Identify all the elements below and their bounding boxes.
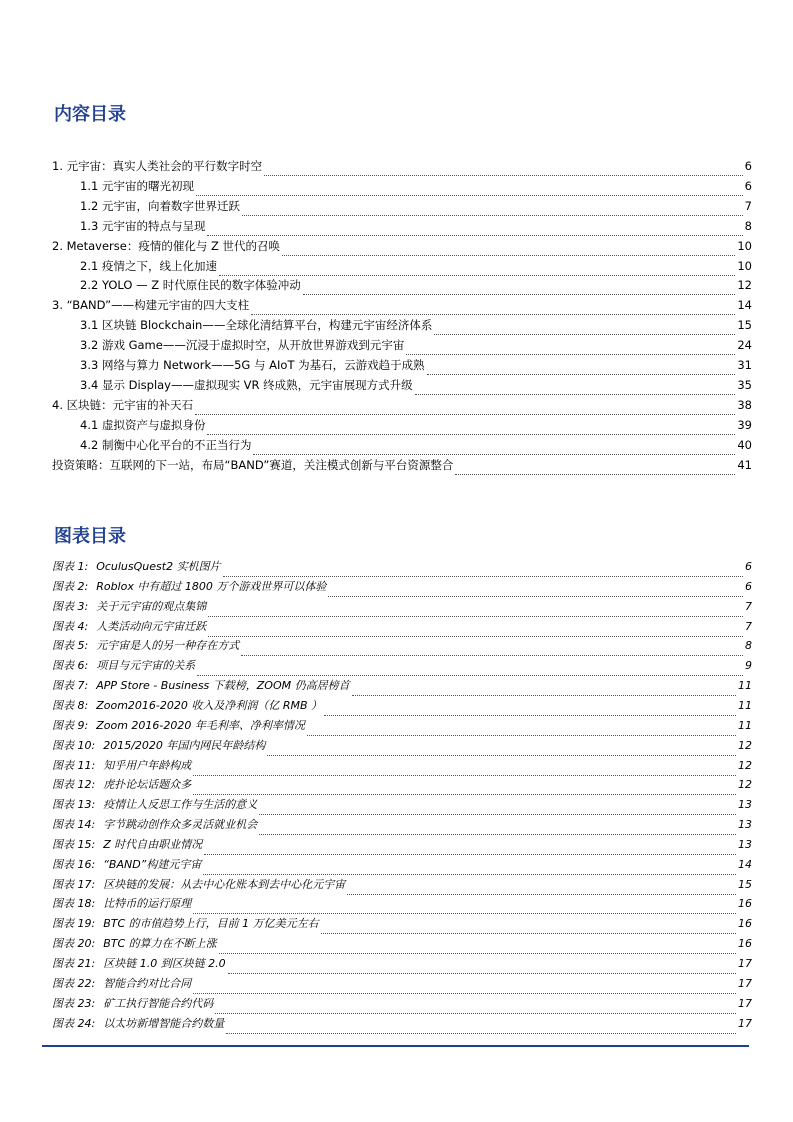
toc-entry[interactable] bbox=[52, 156, 752, 176]
dot-leader bbox=[328, 583, 743, 597]
figure-entry-page: 11 bbox=[738, 718, 752, 732]
figure-list-heading: 图表目录 bbox=[54, 526, 126, 547]
toc-entry-title: 3.2 游戏 Game——沉浸于虚拟时空，从开放世界游戏到元宇宙 bbox=[80, 338, 405, 353]
toc-entry-title: 4. 区块链：元宇宙的补天石 bbox=[52, 397, 194, 412]
figure-title: 2015/2020 年国内网民年龄结构 bbox=[103, 738, 266, 752]
figure-entry[interactable] bbox=[52, 875, 752, 895]
figure-entry-page: 14 bbox=[738, 857, 752, 871]
figure-label: 图表 9: bbox=[52, 718, 89, 732]
dot-leader bbox=[226, 1020, 736, 1034]
toc-entry[interactable] bbox=[80, 415, 752, 435]
toc-entry-title: 3. “BAND”——构建元宇宙的四大支柱 bbox=[52, 298, 250, 313]
toc-entry[interactable] bbox=[80, 256, 752, 276]
figure-title: 区块链的发展：从去中心化账本到去中心化元宇宙 bbox=[103, 877, 346, 891]
figure-entry-text bbox=[52, 1014, 224, 1034]
toc-entry[interactable] bbox=[52, 295, 752, 315]
figure-entry[interactable] bbox=[52, 795, 752, 815]
figure-entry-text bbox=[52, 736, 265, 756]
dot-leader bbox=[427, 361, 736, 375]
figure-title: BTC 的市值趋势上行，目前 1 万亿美元左右 bbox=[103, 917, 319, 931]
toc-entry[interactable] bbox=[80, 275, 752, 295]
figure-entry-text bbox=[52, 994, 213, 1014]
figure-title: 字节跳动创作众多灵活就业机会 bbox=[103, 818, 258, 832]
figure-entry[interactable] bbox=[52, 835, 752, 855]
toc-entry[interactable] bbox=[80, 435, 752, 455]
toc-entry[interactable] bbox=[80, 216, 752, 236]
dot-leader bbox=[208, 603, 743, 617]
toc-entry-title: 投资策略：互联网的下一站，布局“BAND”赛道，关注模式创新与平台资源整合 bbox=[52, 457, 454, 472]
toc-entry-title: 1. 元宇宙：真实人类社会的平行数字时空 bbox=[52, 159, 263, 173]
dot-leader bbox=[193, 781, 736, 795]
dot-leader bbox=[195, 401, 735, 415]
figure-entry-text bbox=[52, 597, 206, 617]
dot-leader bbox=[406, 341, 735, 355]
toc-entry-page: 10 bbox=[737, 238, 752, 253]
figure-entry[interactable] bbox=[52, 756, 752, 776]
dot-leader bbox=[242, 202, 743, 216]
figure-label: 图表 15: bbox=[52, 837, 96, 851]
figure-entry[interactable] bbox=[52, 696, 752, 716]
figure-label: 图表 20: bbox=[52, 937, 96, 951]
figure-title: 元宇宙是人的另一种存在方式 bbox=[96, 639, 240, 653]
figure-entry[interactable] bbox=[52, 894, 752, 914]
figure-entry-text bbox=[52, 636, 239, 656]
figure-label: 图表 24: bbox=[52, 1016, 96, 1030]
figure-title: BTC 的算力在不断上涨 bbox=[103, 937, 217, 951]
figure-entry-page: 12 bbox=[738, 778, 752, 792]
figure-label: 图表 16: bbox=[52, 857, 96, 871]
figure-title: 人类活动向元宇宙迁跃 bbox=[96, 619, 207, 633]
figure-entry-page: 17 bbox=[738, 976, 752, 990]
figure-entry[interactable] bbox=[52, 994, 752, 1014]
figure-label: 图表 21: bbox=[52, 957, 96, 970]
figure-entry-text bbox=[52, 617, 206, 637]
toc-entry-page: 38 bbox=[737, 397, 752, 412]
dot-leader bbox=[223, 563, 743, 577]
figure-entry-page: 17 bbox=[738, 1016, 752, 1030]
toc-entry-title: 3.1 区块链 Blockchain——全球化清结算平台，构建元宇宙经济体系 bbox=[80, 318, 433, 333]
figure-entry-page: 15 bbox=[738, 877, 752, 891]
figure-entry-page: 16 bbox=[738, 897, 752, 911]
figure-entry-text bbox=[52, 577, 326, 597]
dot-leader bbox=[196, 182, 743, 196]
toc-entry[interactable] bbox=[80, 315, 752, 335]
figure-entry[interactable] bbox=[52, 974, 752, 994]
dot-leader bbox=[264, 162, 743, 176]
figure-entry[interactable] bbox=[52, 617, 752, 637]
figure-title: 项目与元宇宙的关系 bbox=[96, 659, 196, 673]
figure-entry-text bbox=[52, 676, 350, 696]
dot-leader bbox=[324, 702, 736, 716]
figure-label: 图表 19: bbox=[52, 917, 96, 931]
toc-entry-page: 12 bbox=[737, 278, 752, 293]
dot-leader bbox=[352, 682, 736, 696]
toc-entry-page: 24 bbox=[737, 338, 752, 353]
bottom-divider bbox=[42, 1045, 749, 1047]
dot-leader bbox=[282, 242, 735, 256]
figure-entry[interactable] bbox=[52, 855, 752, 875]
figure-title: 疫情让人反思工作与生活的意义 bbox=[103, 798, 258, 812]
figure-entry-text bbox=[52, 656, 195, 676]
dot-leader bbox=[267, 742, 736, 756]
dot-leader bbox=[415, 381, 736, 395]
dot-leader bbox=[228, 960, 736, 974]
figure-entry[interactable] bbox=[52, 934, 752, 954]
toc-entry[interactable] bbox=[80, 196, 752, 216]
figure-label: 图表 13: bbox=[52, 798, 96, 812]
toc-entry-title: 1.3 元宇宙的特点与呈现 bbox=[80, 218, 206, 233]
dot-leader bbox=[197, 662, 743, 676]
figure-title: 以太坊新增智能合约数量 bbox=[103, 1016, 225, 1030]
toc-heading: 内容目录 bbox=[54, 104, 126, 125]
figure-entry-text bbox=[52, 894, 191, 914]
figure-entry-page: 8 bbox=[745, 639, 752, 653]
toc-entry-page: 8 bbox=[744, 218, 752, 233]
toc-entry[interactable] bbox=[80, 335, 752, 355]
dot-leader bbox=[193, 980, 736, 994]
dot-leader bbox=[253, 441, 735, 455]
toc-entry-title: 4.2 制衡中心化平台的不正当行为 bbox=[80, 437, 252, 452]
figure-title: 矿工执行智能合约代码 bbox=[103, 996, 214, 1010]
figure-label: 图表 8: bbox=[52, 698, 89, 712]
toc-entry-title: 2.2 YOLO — Z 时代原住民的数字体验冲动 bbox=[80, 278, 301, 293]
toc-entry[interactable] bbox=[52, 395, 752, 415]
figure-title: Zoom 2016-2020 年毛利率、净利率情况 bbox=[96, 718, 305, 732]
figure-entry-text bbox=[52, 875, 345, 895]
figure-entry[interactable] bbox=[52, 815, 752, 835]
figure-label: 图表 11: bbox=[52, 758, 96, 772]
figure-title: 虎扑论坛话题众多 bbox=[103, 778, 192, 792]
figure-title: Roblox 中有超过 1800 万个游戏世界可以体验 bbox=[96, 579, 327, 593]
figure-entry-page: 12 bbox=[738, 738, 752, 752]
figure-entry-page: 12 bbox=[738, 758, 752, 772]
toc-entry-page: 6 bbox=[744, 178, 752, 193]
dot-leader bbox=[347, 881, 736, 895]
dot-leader bbox=[259, 821, 736, 835]
dot-leader bbox=[193, 762, 736, 776]
figure-label: 图表 2: bbox=[52, 579, 89, 593]
toc-entry-page: 14 bbox=[737, 298, 752, 313]
figure-entry-text bbox=[52, 795, 257, 815]
dot-leader bbox=[219, 262, 735, 276]
dot-leader bbox=[193, 900, 736, 914]
figure-title: Zoom2016-2020 收入及净利润（亿 RMB ） bbox=[96, 698, 323, 712]
toc-entry[interactable] bbox=[52, 236, 752, 256]
dot-leader bbox=[434, 321, 735, 335]
figure-entry-text bbox=[52, 557, 221, 577]
toc-entry-page: 31 bbox=[737, 358, 752, 372]
dot-leader bbox=[208, 623, 743, 637]
figure-entry[interactable] bbox=[52, 775, 752, 795]
figure-entry[interactable] bbox=[52, 716, 752, 736]
figure-entry-page: 13 bbox=[738, 798, 752, 812]
figure-title: “BAND”构建元宇宙 bbox=[103, 857, 202, 871]
dot-leader bbox=[321, 920, 736, 934]
figure-entry-text bbox=[52, 716, 305, 736]
toc-entry-title: 3.3 网络与算力 Network——5G 与 AIoT 为基石，云游戏趋于成熟 bbox=[80, 358, 425, 372]
toc-entry-page: 35 bbox=[737, 377, 752, 392]
figure-entry-page: 16 bbox=[738, 937, 752, 951]
figure-entry[interactable] bbox=[52, 914, 752, 934]
figure-label: 图表 4: bbox=[52, 619, 89, 633]
dot-leader bbox=[455, 461, 735, 475]
figure-entry[interactable] bbox=[52, 636, 752, 656]
figure-entry-page: 7 bbox=[745, 599, 752, 613]
figure-entry-page: 6 bbox=[745, 560, 752, 573]
dot-leader bbox=[215, 1000, 736, 1014]
dot-leader bbox=[203, 861, 736, 875]
toc-entry-title: 3.4 显示 Display——虚拟现实 VR 终成熟，元宇宙展现方式升级 bbox=[80, 377, 413, 392]
figure-entry[interactable] bbox=[52, 736, 752, 756]
toc-entry-page: 15 bbox=[737, 318, 752, 333]
figure-entry-text bbox=[52, 974, 191, 994]
figure-label: 图表 22: bbox=[52, 976, 96, 990]
toc-entry-page: 40 bbox=[737, 437, 752, 452]
dot-leader bbox=[207, 421, 735, 435]
dot-leader bbox=[241, 642, 743, 656]
figure-title: OculusQuest2 实机图片 bbox=[96, 560, 221, 573]
dot-leader bbox=[207, 222, 742, 236]
toc-entry[interactable] bbox=[52, 455, 752, 475]
figure-entry-page: 11 bbox=[738, 679, 752, 693]
toc-entry[interactable] bbox=[80, 375, 752, 395]
figure-label: 图表 3: bbox=[52, 599, 89, 613]
figure-title: APP Store - Business 下载榜，ZOOM 仍高居榜首 bbox=[96, 679, 350, 693]
figure-entry-text bbox=[52, 934, 217, 954]
figure-entry-page: 17 bbox=[738, 957, 752, 970]
toc-entry-page: 7 bbox=[744, 198, 752, 213]
figure-label: 图表 6: bbox=[52, 659, 89, 673]
figure-entry-page: 7 bbox=[745, 619, 752, 633]
figure-entry-page: 17 bbox=[738, 996, 752, 1010]
toc-entry-page: 41 bbox=[737, 457, 752, 472]
figure-label: 图表 14: bbox=[52, 818, 96, 832]
figure-label: 图表 10: bbox=[52, 738, 96, 752]
figure-entry[interactable] bbox=[52, 656, 752, 676]
dot-leader bbox=[204, 841, 736, 855]
toc-entry-page: 6 bbox=[744, 159, 752, 173]
figure-entry-page: 16 bbox=[738, 917, 752, 931]
figure-entry-page: 6 bbox=[745, 579, 752, 593]
figure-entry-text bbox=[52, 914, 319, 934]
figure-entry-text bbox=[52, 696, 322, 716]
figure-label: 图表 1: bbox=[52, 560, 89, 573]
figure-title: 区块链 1.0 到区块链 2.0 bbox=[103, 957, 226, 970]
dot-leader bbox=[251, 301, 735, 315]
toc-entry[interactable] bbox=[80, 176, 752, 196]
figure-label: 图表 7: bbox=[52, 679, 89, 693]
toc-entry-page: 39 bbox=[737, 417, 752, 432]
figure-label: 图表 5: bbox=[52, 639, 89, 653]
figure-entry[interactable] bbox=[52, 577, 752, 597]
toc-entry-title: 2. Metaverse：疫情的催化与 Z 世代的召唤 bbox=[52, 238, 281, 253]
figure-entry[interactable] bbox=[52, 1014, 752, 1034]
figure-label: 图表 12: bbox=[52, 778, 96, 792]
dot-leader bbox=[307, 722, 736, 736]
figure-entry-page: 11 bbox=[738, 698, 752, 712]
figure-title: 比特币的运行原理 bbox=[103, 897, 192, 911]
figure-entry-page: 13 bbox=[738, 818, 752, 832]
toc-entry-title: 2.1 疫情之下，线上化加速 bbox=[80, 258, 217, 273]
dot-leader bbox=[303, 281, 736, 295]
figure-label: 图表 18: bbox=[52, 897, 96, 911]
figure-entry-text bbox=[52, 855, 201, 875]
figure-entry-text bbox=[52, 835, 202, 855]
figure-entry[interactable] bbox=[52, 676, 752, 696]
toc-entry-title: 4.1 虚拟资产与虚拟身份 bbox=[80, 417, 206, 432]
toc-entry[interactable] bbox=[80, 355, 752, 375]
figure-title: 关于元宇宙的观点集锦 bbox=[96, 599, 207, 613]
figure-entry-page: 9 bbox=[745, 659, 752, 673]
figure-entry-text bbox=[52, 954, 226, 974]
dot-leader bbox=[219, 940, 736, 954]
figure-entry-text bbox=[52, 815, 257, 835]
figure-entry[interactable] bbox=[52, 954, 752, 974]
figure-title: 知乎用户年龄构成 bbox=[103, 758, 192, 772]
figure-label: 图表 17: bbox=[52, 877, 96, 891]
toc-entry-title: 1.1 元宇宙的曙光初现 bbox=[80, 178, 194, 193]
toc-entry-title: 1.2 元宇宙，向着数字世界迁跃 bbox=[80, 198, 240, 213]
figure-entry[interactable] bbox=[52, 597, 752, 617]
figure-entry-text bbox=[52, 775, 191, 795]
figure-entry-page: 13 bbox=[738, 837, 752, 851]
figure-entry[interactable] bbox=[52, 557, 752, 577]
figure-title: 智能合约对比合同 bbox=[103, 976, 192, 990]
figure-title: Z 时代自由职业情况 bbox=[103, 837, 203, 851]
toc-entry-page: 10 bbox=[737, 258, 752, 273]
figure-entry-text bbox=[52, 756, 191, 776]
dot-leader bbox=[259, 801, 736, 815]
figure-label: 图表 23: bbox=[52, 996, 96, 1010]
